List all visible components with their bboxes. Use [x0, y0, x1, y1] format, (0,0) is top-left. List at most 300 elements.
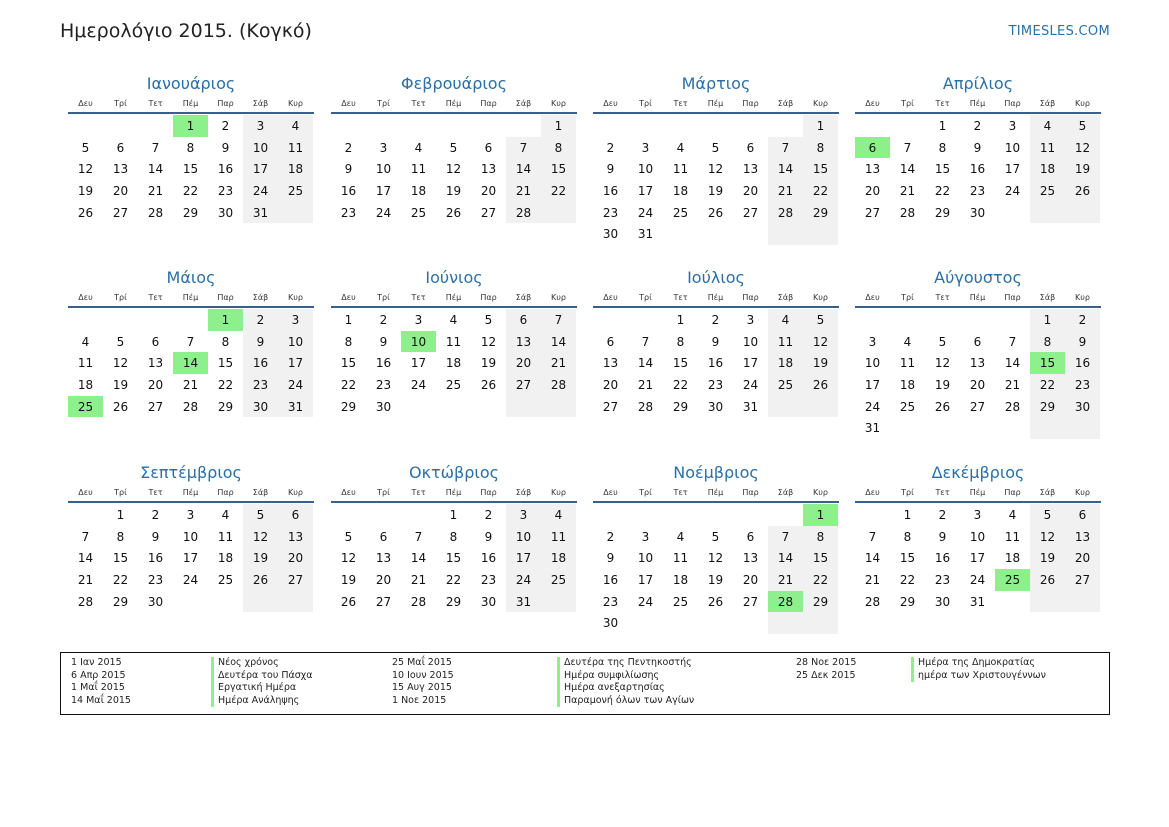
day-cell[interactable]: 15: [672, 356, 689, 371]
day-cell[interactable]: 29: [217, 399, 234, 414]
day-cell[interactable]: 5: [1030, 504, 1065, 526]
day-cell[interactable]: 8: [186, 140, 195, 155]
day-cell[interactable]: 22: [934, 183, 951, 198]
day-cell[interactable]: 11: [768, 331, 803, 353]
day-cell[interactable]: 6: [973, 334, 982, 349]
day-cell[interactable]: 19: [445, 183, 462, 198]
day-cell[interactable]: 18: [77, 377, 94, 392]
day-cell[interactable]: 21: [768, 569, 803, 591]
day-cell[interactable]: 23: [969, 183, 986, 198]
day-cell[interactable]: 13: [506, 331, 541, 353]
day-cell[interactable]: 31: [243, 202, 278, 224]
day-cell[interactable]: 16: [217, 162, 234, 177]
day-cell[interactable]: 29: [934, 205, 951, 220]
day-cell[interactable]: 11: [672, 551, 689, 566]
day-cell[interactable]: 7: [151, 140, 160, 155]
day-cell[interactable]: 16: [602, 572, 619, 587]
day-cell[interactable]: 13: [112, 162, 129, 177]
day-cell[interactable]: 17: [182, 551, 199, 566]
day-cell[interactable]: 24: [278, 374, 313, 396]
day-cell[interactable]: 18: [217, 551, 234, 566]
day-cell[interactable]: 10: [637, 551, 654, 566]
day-cell[interactable]: 10: [506, 526, 541, 548]
day-cell[interactable]: 27: [147, 399, 164, 414]
day-cell[interactable]: 30: [602, 227, 619, 242]
day-cell[interactable]: 5: [243, 504, 278, 526]
day-cell[interactable]: 27: [969, 399, 986, 414]
day-cell[interactable]: 13: [742, 162, 759, 177]
day-cell[interactable]: 21: [147, 183, 164, 198]
day-cell[interactable]: 26: [707, 205, 724, 220]
day-cell[interactable]: 12: [707, 162, 724, 177]
day-cell[interactable]: 4: [676, 140, 685, 155]
day-cell[interactable]: 3: [414, 312, 423, 327]
day-cell[interactable]: 28: [410, 594, 427, 609]
day-cell[interactable]: 11: [217, 529, 234, 544]
day-cell[interactable]: 2: [221, 118, 230, 133]
day-cell[interactable]: 5: [1065, 115, 1100, 137]
day-cell[interactable]: 29: [803, 202, 838, 224]
day-cell[interactable]: 21: [637, 377, 654, 392]
day-cell[interactable]: 8: [344, 334, 353, 349]
day-cell[interactable]: 24: [182, 572, 199, 587]
day-cell[interactable]: 28: [541, 374, 576, 396]
day-cell[interactable]: 7: [868, 529, 877, 544]
day-cell[interactable]: 12: [445, 162, 462, 177]
day-cell[interactable]: 27: [742, 594, 759, 609]
day-cell[interactable]: 25: [68, 396, 103, 418]
day-cell[interactable]: 30: [707, 399, 724, 414]
day-cell[interactable]: 23: [147, 572, 164, 587]
day-cell[interactable]: 6: [746, 140, 755, 155]
day-cell[interactable]: 23: [1065, 374, 1100, 396]
day-cell[interactable]: 14: [506, 158, 541, 180]
day-cell[interactable]: 8: [541, 137, 576, 159]
day-cell[interactable]: 15: [445, 551, 462, 566]
day-cell[interactable]: 11: [1004, 529, 1021, 544]
day-cell[interactable]: 21: [1004, 377, 1021, 392]
day-cell[interactable]: 6: [116, 140, 125, 155]
day-cell[interactable]: 9: [344, 162, 353, 177]
day-cell[interactable]: 13: [864, 162, 881, 177]
day-cell[interactable]: 24: [506, 569, 541, 591]
day-cell[interactable]: 4: [676, 529, 685, 544]
day-cell[interactable]: 4: [768, 309, 803, 331]
day-cell[interactable]: 11: [445, 334, 462, 349]
day-cell[interactable]: 6: [278, 504, 313, 526]
day-cell[interactable]: 15: [934, 162, 951, 177]
day-cell[interactable]: 8: [449, 529, 458, 544]
day-cell[interactable]: 26: [480, 377, 497, 392]
day-cell[interactable]: 9: [711, 334, 720, 349]
day-cell[interactable]: 14: [410, 551, 427, 566]
day-cell[interactable]: 22: [182, 183, 199, 198]
day-cell[interactable]: 15: [112, 551, 129, 566]
day-cell[interactable]: 22: [217, 377, 234, 392]
day-cell[interactable]: 2: [711, 312, 720, 327]
day-cell[interactable]: 4: [1008, 507, 1017, 522]
day-cell[interactable]: 23: [934, 572, 951, 587]
day-cell[interactable]: 22: [803, 569, 838, 591]
day-cell[interactable]: 29: [899, 594, 916, 609]
day-cell[interactable]: 7: [414, 529, 423, 544]
day-cell[interactable]: 16: [340, 183, 357, 198]
day-cell[interactable]: 23: [375, 377, 392, 392]
day-cell[interactable]: 1: [344, 312, 353, 327]
day-cell[interactable]: 5: [803, 309, 838, 331]
day-cell[interactable]: 20: [969, 377, 986, 392]
day-cell[interactable]: 8: [938, 140, 947, 155]
day-cell[interactable]: 22: [672, 377, 689, 392]
day-cell[interactable]: 25: [768, 374, 803, 396]
day-cell[interactable]: 30: [602, 616, 619, 631]
day-cell[interactable]: 16: [707, 356, 724, 371]
day-cell[interactable]: 9: [973, 140, 982, 155]
day-cell[interactable]: 28: [637, 399, 654, 414]
day-cell[interactable]: 30: [1065, 396, 1100, 418]
day-cell[interactable]: 21: [77, 572, 94, 587]
day-cell[interactable]: 27: [278, 569, 313, 591]
day-cell[interactable]: 16: [480, 551, 497, 566]
day-cell[interactable]: 10: [243, 137, 278, 159]
day-cell[interactable]: 12: [707, 551, 724, 566]
day-cell[interactable]: 2: [243, 309, 278, 331]
day-cell[interactable]: 11: [672, 162, 689, 177]
day-cell[interactable]: 26: [340, 594, 357, 609]
day-cell[interactable]: 24: [637, 205, 654, 220]
day-cell[interactable]: 25: [410, 205, 427, 220]
day-cell[interactable]: 16: [969, 162, 986, 177]
day-cell[interactable]: 6: [484, 140, 493, 155]
day-cell[interactable]: 3: [506, 504, 541, 526]
day-cell[interactable]: 23: [480, 572, 497, 587]
day-cell[interactable]: 17: [278, 352, 313, 374]
day-cell[interactable]: 2: [606, 140, 615, 155]
day-cell[interactable]: 12: [340, 551, 357, 566]
day-cell[interactable]: 19: [934, 377, 951, 392]
day-cell[interactable]: 18: [672, 183, 689, 198]
day-cell[interactable]: 24: [243, 180, 278, 202]
day-cell[interactable]: 28: [1004, 399, 1021, 414]
day-cell[interactable]: 14: [1004, 356, 1021, 371]
day-cell[interactable]: 23: [602, 205, 619, 220]
day-cell[interactable]: 2: [973, 118, 982, 133]
day-cell[interactable]: 2: [484, 507, 493, 522]
day-cell[interactable]: 5: [344, 529, 353, 544]
day-cell[interactable]: 26: [243, 569, 278, 591]
day-cell[interactable]: 28: [77, 594, 94, 609]
day-cell[interactable]: 29: [182, 205, 199, 220]
day-cell[interactable]: 13: [278, 526, 313, 548]
day-cell[interactable]: 26: [803, 374, 838, 396]
day-cell[interactable]: 19: [803, 352, 838, 374]
day-cell[interactable]: 31: [278, 396, 313, 418]
day-cell[interactable]: 28: [768, 202, 803, 224]
day-cell[interactable]: 21: [541, 352, 576, 374]
day-cell[interactable]: 24: [969, 572, 986, 587]
day-cell[interactable]: 20: [147, 377, 164, 392]
day-cell[interactable]: 6: [855, 137, 890, 159]
day-cell[interactable]: 7: [541, 309, 576, 331]
day-cell[interactable]: 20: [742, 572, 759, 587]
day-cell[interactable]: 3: [243, 115, 278, 137]
day-cell[interactable]: 25: [217, 572, 234, 587]
day-cell[interactable]: 20: [375, 572, 392, 587]
day-cell[interactable]: 21: [899, 183, 916, 198]
day-cell[interactable]: 25: [1030, 180, 1065, 202]
day-cell[interactable]: 29: [112, 594, 129, 609]
day-cell[interactable]: 20: [506, 352, 541, 374]
day-cell[interactable]: 17: [637, 183, 654, 198]
day-cell[interactable]: 23: [602, 594, 619, 609]
day-cell[interactable]: 1: [676, 312, 685, 327]
day-cell[interactable]: 8: [903, 529, 912, 544]
day-cell[interactable]: 15: [803, 158, 838, 180]
day-cell[interactable]: 31: [969, 594, 986, 609]
day-cell[interactable]: 26: [1065, 180, 1100, 202]
day-cell[interactable]: 20: [1065, 547, 1100, 569]
day-cell[interactable]: 28: [147, 205, 164, 220]
day-cell[interactable]: 27: [742, 205, 759, 220]
day-cell[interactable]: 25: [995, 569, 1030, 591]
day-cell[interactable]: 24: [375, 205, 392, 220]
day-cell[interactable]: 14: [864, 551, 881, 566]
day-cell[interactable]: 2: [151, 507, 160, 522]
day-cell[interactable]: 9: [243, 331, 278, 353]
day-cell[interactable]: 17: [969, 551, 986, 566]
day-cell[interactable]: 17: [1004, 162, 1021, 177]
day-cell[interactable]: 3: [973, 507, 982, 522]
day-cell[interactable]: 16: [375, 356, 392, 371]
day-cell[interactable]: 15: [182, 162, 199, 177]
day-cell[interactable]: 22: [541, 180, 576, 202]
day-cell[interactable]: 8: [803, 526, 838, 548]
day-cell[interactable]: 13: [147, 356, 164, 371]
day-cell[interactable]: 15: [217, 356, 234, 371]
day-cell[interactable]: 27: [480, 205, 497, 220]
day-cell[interactable]: 26: [707, 594, 724, 609]
day-cell[interactable]: 28: [182, 399, 199, 414]
day-cell[interactable]: 10: [969, 529, 986, 544]
day-cell[interactable]: 13: [969, 356, 986, 371]
day-cell[interactable]: 16: [934, 551, 951, 566]
day-cell[interactable]: 24: [1004, 183, 1021, 198]
day-cell[interactable]: 15: [803, 547, 838, 569]
day-cell[interactable]: 4: [221, 507, 230, 522]
day-cell[interactable]: 5: [449, 140, 458, 155]
day-cell[interactable]: 20: [480, 183, 497, 198]
day-cell[interactable]: 21: [864, 572, 881, 587]
day-cell[interactable]: 29: [803, 591, 838, 613]
day-cell[interactable]: 17: [243, 158, 278, 180]
day-cell[interactable]: 4: [1030, 115, 1065, 137]
day-cell[interactable]: 28: [506, 202, 541, 224]
day-cell[interactable]: 16: [243, 352, 278, 374]
day-cell[interactable]: 18: [1030, 158, 1065, 180]
day-cell[interactable]: 17: [410, 356, 427, 371]
day-cell[interactable]: 4: [449, 312, 458, 327]
day-cell[interactable]: 8: [803, 137, 838, 159]
day-cell[interactable]: 4: [81, 334, 90, 349]
day-cell[interactable]: 7: [506, 137, 541, 159]
day-cell[interactable]: 14: [541, 331, 576, 353]
day-cell[interactable]: 11: [1030, 137, 1065, 159]
day-cell[interactable]: 12: [112, 356, 129, 371]
day-cell[interactable]: 17: [506, 547, 541, 569]
day-cell[interactable]: 18: [1004, 551, 1021, 566]
day-cell[interactable]: 25: [278, 180, 313, 202]
day-cell[interactable]: 4: [414, 140, 423, 155]
day-cell[interactable]: 14: [173, 352, 208, 374]
day-cell[interactable]: 31: [506, 591, 541, 613]
day-cell[interactable]: 18: [672, 572, 689, 587]
day-cell[interactable]: 30: [375, 399, 392, 414]
day-cell[interactable]: 14: [899, 162, 916, 177]
day-cell[interactable]: 15: [340, 356, 357, 371]
day-cell[interactable]: 14: [637, 356, 654, 371]
day-cell[interactable]: 30: [243, 396, 278, 418]
day-cell[interactable]: 9: [938, 529, 947, 544]
day-cell[interactable]: 26: [112, 399, 129, 414]
day-cell[interactable]: 7: [641, 334, 650, 349]
day-cell[interactable]: 11: [410, 162, 427, 177]
day-cell[interactable]: 10: [742, 334, 759, 349]
day-cell[interactable]: 1: [208, 309, 243, 331]
day-cell[interactable]: 25: [445, 377, 462, 392]
day-cell[interactable]: 17: [375, 183, 392, 198]
day-cell[interactable]: 2: [606, 529, 615, 544]
day-cell[interactable]: 13: [742, 551, 759, 566]
day-cell[interactable]: 20: [278, 547, 313, 569]
day-cell[interactable]: 12: [934, 356, 951, 371]
day-cell[interactable]: 29: [1030, 396, 1065, 418]
day-cell[interactable]: 24: [410, 377, 427, 392]
day-cell[interactable]: 30: [147, 594, 164, 609]
day-cell[interactable]: 10: [1004, 140, 1021, 155]
day-cell[interactable]: 11: [77, 356, 94, 371]
day-cell[interactable]: 16: [602, 183, 619, 198]
day-cell[interactable]: 27: [112, 205, 129, 220]
day-cell[interactable]: 1: [938, 118, 947, 133]
day-cell[interactable]: 3: [868, 334, 877, 349]
day-cell[interactable]: 30: [480, 594, 497, 609]
day-cell[interactable]: 14: [77, 551, 94, 566]
day-cell[interactable]: 5: [81, 140, 90, 155]
day-cell[interactable]: 9: [606, 162, 615, 177]
day-cell[interactable]: 20: [112, 183, 129, 198]
day-cell[interactable]: 13: [1065, 526, 1100, 548]
day-cell[interactable]: 7: [903, 140, 912, 155]
day-cell[interactable]: 23: [340, 205, 357, 220]
day-cell[interactable]: 3: [278, 309, 313, 331]
day-cell[interactable]: 26: [77, 205, 94, 220]
day-cell[interactable]: 2: [379, 312, 388, 327]
day-cell[interactable]: 27: [506, 374, 541, 396]
day-cell[interactable]: 8: [676, 334, 685, 349]
day-cell[interactable]: 17: [742, 356, 759, 371]
day-cell[interactable]: 4: [541, 504, 576, 526]
day-cell[interactable]: 24: [637, 594, 654, 609]
day-cell[interactable]: 20: [602, 377, 619, 392]
day-cell[interactable]: 1: [116, 507, 125, 522]
day-cell[interactable]: 18: [445, 356, 462, 371]
day-cell[interactable]: 22: [112, 572, 129, 587]
day-cell[interactable]: 22: [803, 180, 838, 202]
day-cell[interactable]: 23: [217, 183, 234, 198]
day-cell[interactable]: 6: [379, 529, 388, 544]
day-cell[interactable]: 10: [401, 331, 436, 353]
day-cell[interactable]: 18: [541, 547, 576, 569]
day-cell[interactable]: 19: [243, 547, 278, 569]
day-cell[interactable]: 7: [768, 137, 803, 159]
day-cell[interactable]: 11: [541, 526, 576, 548]
day-cell[interactable]: 26: [1030, 569, 1065, 591]
day-cell[interactable]: 3: [1008, 118, 1017, 133]
day-cell[interactable]: 16: [147, 551, 164, 566]
day-cell[interactable]: 19: [1065, 158, 1100, 180]
day-cell[interactable]: 22: [1030, 374, 1065, 396]
day-cell[interactable]: 9: [379, 334, 388, 349]
day-cell[interactable]: 27: [1065, 569, 1100, 591]
day-cell[interactable]: 24: [864, 399, 881, 414]
day-cell[interactable]: 10: [864, 356, 881, 371]
day-cell[interactable]: 10: [278, 331, 313, 353]
day-cell[interactable]: 29: [672, 399, 689, 414]
day-cell[interactable]: 10: [182, 529, 199, 544]
day-cell[interactable]: 12: [803, 331, 838, 353]
day-cell[interactable]: 29: [445, 594, 462, 609]
day-cell[interactable]: 14: [147, 162, 164, 177]
day-cell[interactable]: 31: [864, 421, 881, 436]
day-cell[interactable]: 13: [602, 356, 619, 371]
day-cell[interactable]: 31: [742, 399, 759, 414]
day-cell[interactable]: 7: [768, 526, 803, 548]
day-cell[interactable]: 19: [707, 572, 724, 587]
day-cell[interactable]: 2: [1065, 309, 1100, 331]
day-cell[interactable]: 9: [151, 529, 160, 544]
day-cell[interactable]: 19: [1030, 547, 1065, 569]
day-cell[interactable]: 22: [340, 377, 357, 392]
day-cell[interactable]: 9: [484, 529, 493, 544]
day-cell[interactable]: 25: [672, 205, 689, 220]
day-cell[interactable]: 19: [112, 377, 129, 392]
day-cell[interactable]: 18: [278, 158, 313, 180]
day-cell[interactable]: 19: [77, 183, 94, 198]
day-cell[interactable]: 8: [221, 334, 230, 349]
day-cell[interactable]: 5: [116, 334, 125, 349]
day-cell[interactable]: 13: [480, 162, 497, 177]
day-cell[interactable]: 30: [969, 205, 986, 220]
day-cell[interactable]: 8: [116, 529, 125, 544]
day-cell[interactable]: 7: [81, 529, 90, 544]
day-cell[interactable]: 27: [864, 205, 881, 220]
day-cell[interactable]: 26: [445, 205, 462, 220]
day-cell[interactable]: 1: [903, 507, 912, 522]
day-cell[interactable]: 9: [221, 140, 230, 155]
day-cell[interactable]: 28: [899, 205, 916, 220]
day-cell[interactable]: 22: [445, 572, 462, 587]
day-cell[interactable]: 1: [803, 504, 838, 526]
day-cell[interactable]: 27: [602, 399, 619, 414]
day-cell[interactable]: 12: [1030, 526, 1065, 548]
day-cell[interactable]: 19: [480, 356, 497, 371]
day-cell[interactable]: 8: [1030, 331, 1065, 353]
day-cell[interactable]: 21: [182, 377, 199, 392]
day-cell[interactable]: 19: [707, 183, 724, 198]
day-cell[interactable]: 18: [768, 352, 803, 374]
day-cell[interactable]: 3: [746, 312, 755, 327]
day-cell[interactable]: 31: [637, 227, 654, 242]
